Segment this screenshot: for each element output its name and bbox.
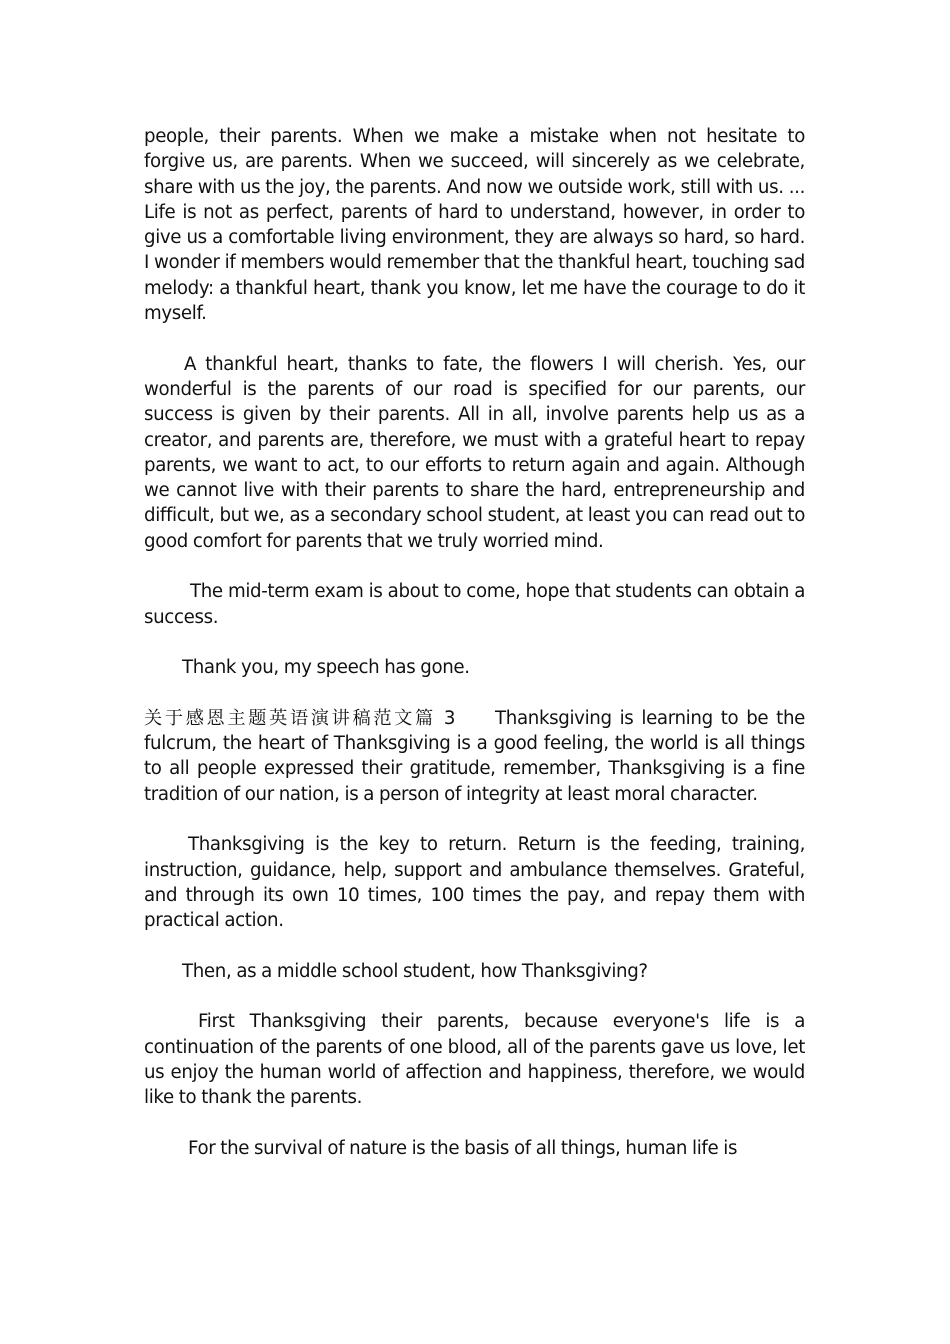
paragraph-parents-forgive <box>144 124 805 326</box>
paragraph-text: Thanksgiving is learning to be the fulcrum, the heart of Thanksgiving is a good feeling, the world is all things to all people expressed their gratitude, remember, Thanksgiving is a fine tradition of our nation, is a person of integrity at least moral character. <box>144 707 805 805</box>
paragraph-mid-term-exam <box>144 579 805 630</box>
paragraph-text: First Thanksgiving their parents, because everyone's life is a continuation of the parents of one blood, all of the parents gave us love, let us enjoy the human world of affection and happiness, therefore, we would like to thank the parents. <box>144 1011 805 1109</box>
paragraph-key-to-return <box>144 832 805 933</box>
paragraph-text: Then, as a middle school student, how Thanksgiving? <box>182 960 648 982</box>
paragraph-thankful-heart <box>144 352 805 554</box>
paragraph-text: Thanksgiving is the key to return. Return is the feeding, training, instruction, guidance, help, support and ambulance themselves. Grateful, and through its own 10 times, 100 times the pay, and repay them with practical action. <box>144 834 805 932</box>
paragraph-text: Thank you, my speech has gone. <box>182 657 470 679</box>
paragraph-survival-of-nature <box>144 1136 805 1161</box>
paragraph-thank-you <box>144 655 805 680</box>
paragraph-text: people, their parents. When we make a mistake when not hesitate to forgive us, are parents. When we succeed, will sincerely as we celebrate, share with us the joy, the parents. And now we outside work, still with us. ... Life is not as perfect, parents of hard to understand, however, in order to give us a comfortable living environment, they are always so hard, so hard. I wonder if members would remember that the thankful heart, touching sad melody: a thankful heart, thank you know, let me have the courage to do it myself. <box>144 126 805 325</box>
paragraph-middle-school-question <box>144 959 805 984</box>
document-page <box>144 124 805 1186</box>
section-3-paragraph <box>144 706 805 807</box>
section-heading: 关于感恩主题英语演讲稿范文篇 3 <box>144 707 456 729</box>
paragraph-text: A thankful heart, thanks to fate, the flowers I will cherish. Yes, our wonderful is the parents of our road is specified for our parents, our success is given by their parents. All in all, involve parents help us as a creator, and parents are, therefore, we must with a grateful heart to repay parents, we want to act, to our efforts to return again and again. Although we cannot live with their parents to share the hard, entrepreneurship and difficult, but we, as a secondary school student, at least you can read out to good comfort for parents that we truly worried mind. <box>144 353 805 552</box>
paragraph-text: The mid-term exam is about to come, hope that students can obtain a success. <box>144 581 805 628</box>
paragraph-thank-parents <box>144 1009 805 1110</box>
paragraph-text: For the survival of nature is the basis of all things, human life is <box>188 1137 738 1159</box>
